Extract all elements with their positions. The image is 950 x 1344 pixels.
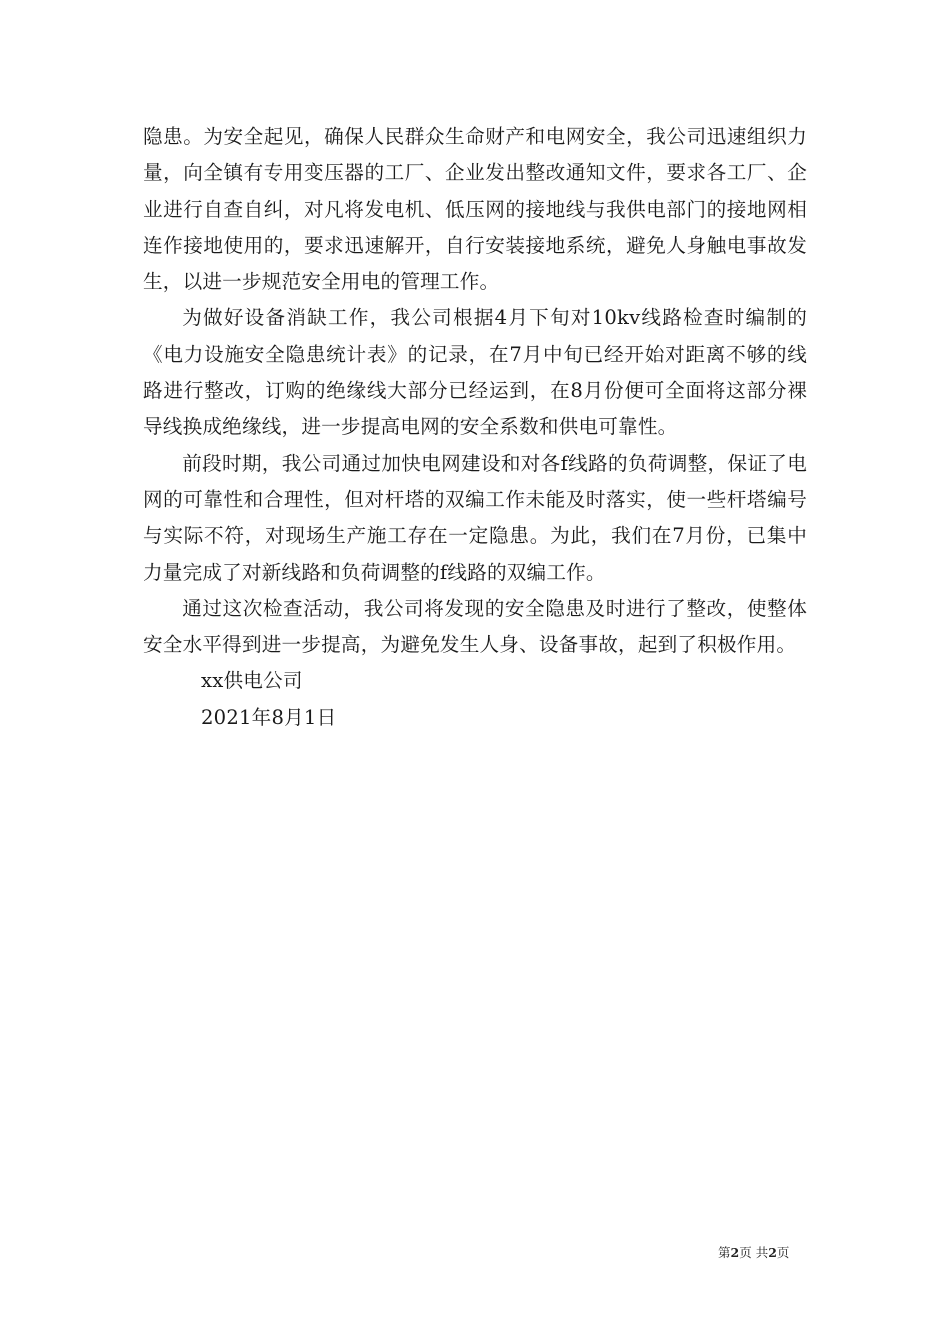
document-body: [143, 119, 807, 736]
footer-middle: 页 共: [739, 1245, 769, 1260]
paragraph-conclusion: 通过这次检查活动，我公司将发现的安全隐患及时进行了整改，使整体安全水平得到进一步提高，为避免发生人身、设备事故，起到了积极作用。: [143, 596, 807, 657]
footer-suffix: 页: [776, 1245, 790, 1260]
paragraph-defect-elimination: 为做好设备消缺工作，我公司根据4月下旬对10kv线路检查时编制的《电力设施安全隐患统计表》的记录，在7月中旬已经开始对距离不够的线路进行整改，订购的绝缘线大部分已经运到，在8月份便可全面将这部分裸导线换成绝缘线，进一步提高电网的安全系数和供电可靠性。: [143, 306, 807, 439]
signature-company: xx供电公司: [201, 669, 303, 693]
footer-prefix: 第: [718, 1245, 731, 1260]
signature-date: 2021年8月1日: [201, 705, 337, 729]
paragraph-tower-numbering: 前段时期，我公司通过加快电网建设和对各f线路的负荷调整，保证了电网的可靠性和合理性，但对杆塔的双编工作未能及时落实，使一些杆塔编号与实际不符，对现场生产施工存在一定隐患。为此，我们在7月份，已集中力量完成了对新线路和负荷调整的f线路的双编工作。: [143, 451, 807, 584]
footer-current-page: 2: [730, 1245, 740, 1260]
paragraph-continuation: 隐患。为安全起见，确保人民群众生命财产和电网安全，我公司迅速组织力量，向全镇有专用变压器的工厂、企业发出整改通知文件，要求各工厂、企业进行自查自纠，对凡将发电机、低压网的接地线与我供电部门的接地网相连作接地使用的，要求迅速解开，自行安装接地系统，避免人身触电事故发生，以进一步规范安全用电的管理工作。: [143, 125, 807, 294]
page-footer: [718, 1245, 789, 1261]
footer-total-pages: 2: [768, 1245, 777, 1260]
